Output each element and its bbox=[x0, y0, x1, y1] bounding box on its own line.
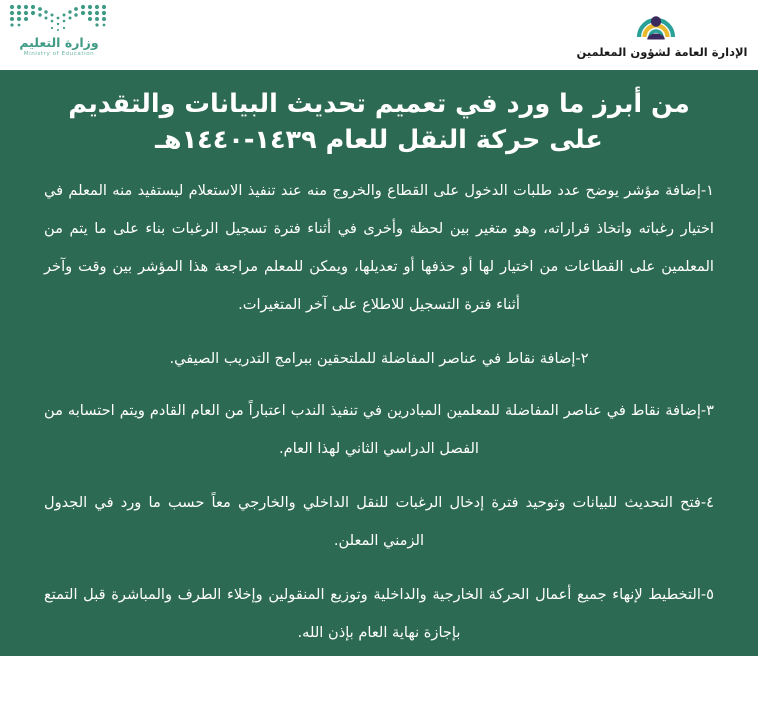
list-item: ١-إضافة مؤشر يوضح عدد طلبات الدخول على القطاع والخروج منه عند تنفيذ الاستعلام ليستفيد منه المعلم في اختيار رغباته واتخاذ قراراته، وهو متغير بين لحظة وأخرى في أثناء فترة تسجيل الرغبات بناء على ما يتم من المعلمين على القطاعات من اختيار لها أو حذفها أو تعديلها، ويمكن للمعلم مراجعة هذا المؤشر بين وقت وآخر أثناء فترة التسجيل للاطلاع على آخر المتغيرات. bbox=[44, 182, 714, 313]
ministry-of-education-logo bbox=[6, 3, 110, 65]
list-item: ٥-التخطيط لإنهاء جميع أعمال الحركة الخارجية والداخلية وتوزيع المنقولين وإخلاء الطرف والمباشرة قبل التمتع بإجازة نهاية العام بإذن الله. bbox=[44, 586, 714, 641]
list-item: ٦-ترحب الوزارة بالمقترحات التطويرية لتحديث البيانات وحركة النقل في جميع إجراءاتها. bbox=[116, 678, 642, 695]
moe-wordmark-arabic: وزارة التعليم bbox=[19, 35, 99, 50]
document-body bbox=[0, 70, 758, 695]
document-items-list bbox=[0, 158, 758, 706]
teachers-affairs-caption: الإدارة العامة لشؤون المعلمين bbox=[576, 45, 748, 59]
moe-wordmark-english: Ministry of Education bbox=[23, 51, 95, 57]
list-item: ٤-فتح التحديث للبيانات وتوحيد فترة إدخال الرغبات للنقل الداخلي والخارجي معاً حسب ما ورد في الجدول الزمني المعلن. bbox=[44, 494, 714, 549]
document-title: من أبرز ما ورد في تعميم تحديث البيانات والتقديم على حركة النقل للعام ١٤٣٩-١٤٤٠هـ bbox=[68, 89, 690, 155]
list-item: ٣-إضافة نقاط في عناصر المفاضلة للمعلمين المبادرين في تنفيذ الندب اعتباراً من العام القادم ويتم احتسابه من الفصل الدراسي الثاني لهذا العام. bbox=[44, 402, 714, 457]
list-item: ٢-إضافة نقاط في عناصر المفاضلة للملتحقين ببرامج التدريب الصيفي. bbox=[169, 350, 589, 367]
teachers-affairs-logo bbox=[576, 2, 748, 66]
document-header bbox=[0, 0, 758, 70]
moe-dotted-palm-icon bbox=[6, 3, 110, 34]
teacher-affairs-rings-person-icon bbox=[636, 3, 676, 43]
